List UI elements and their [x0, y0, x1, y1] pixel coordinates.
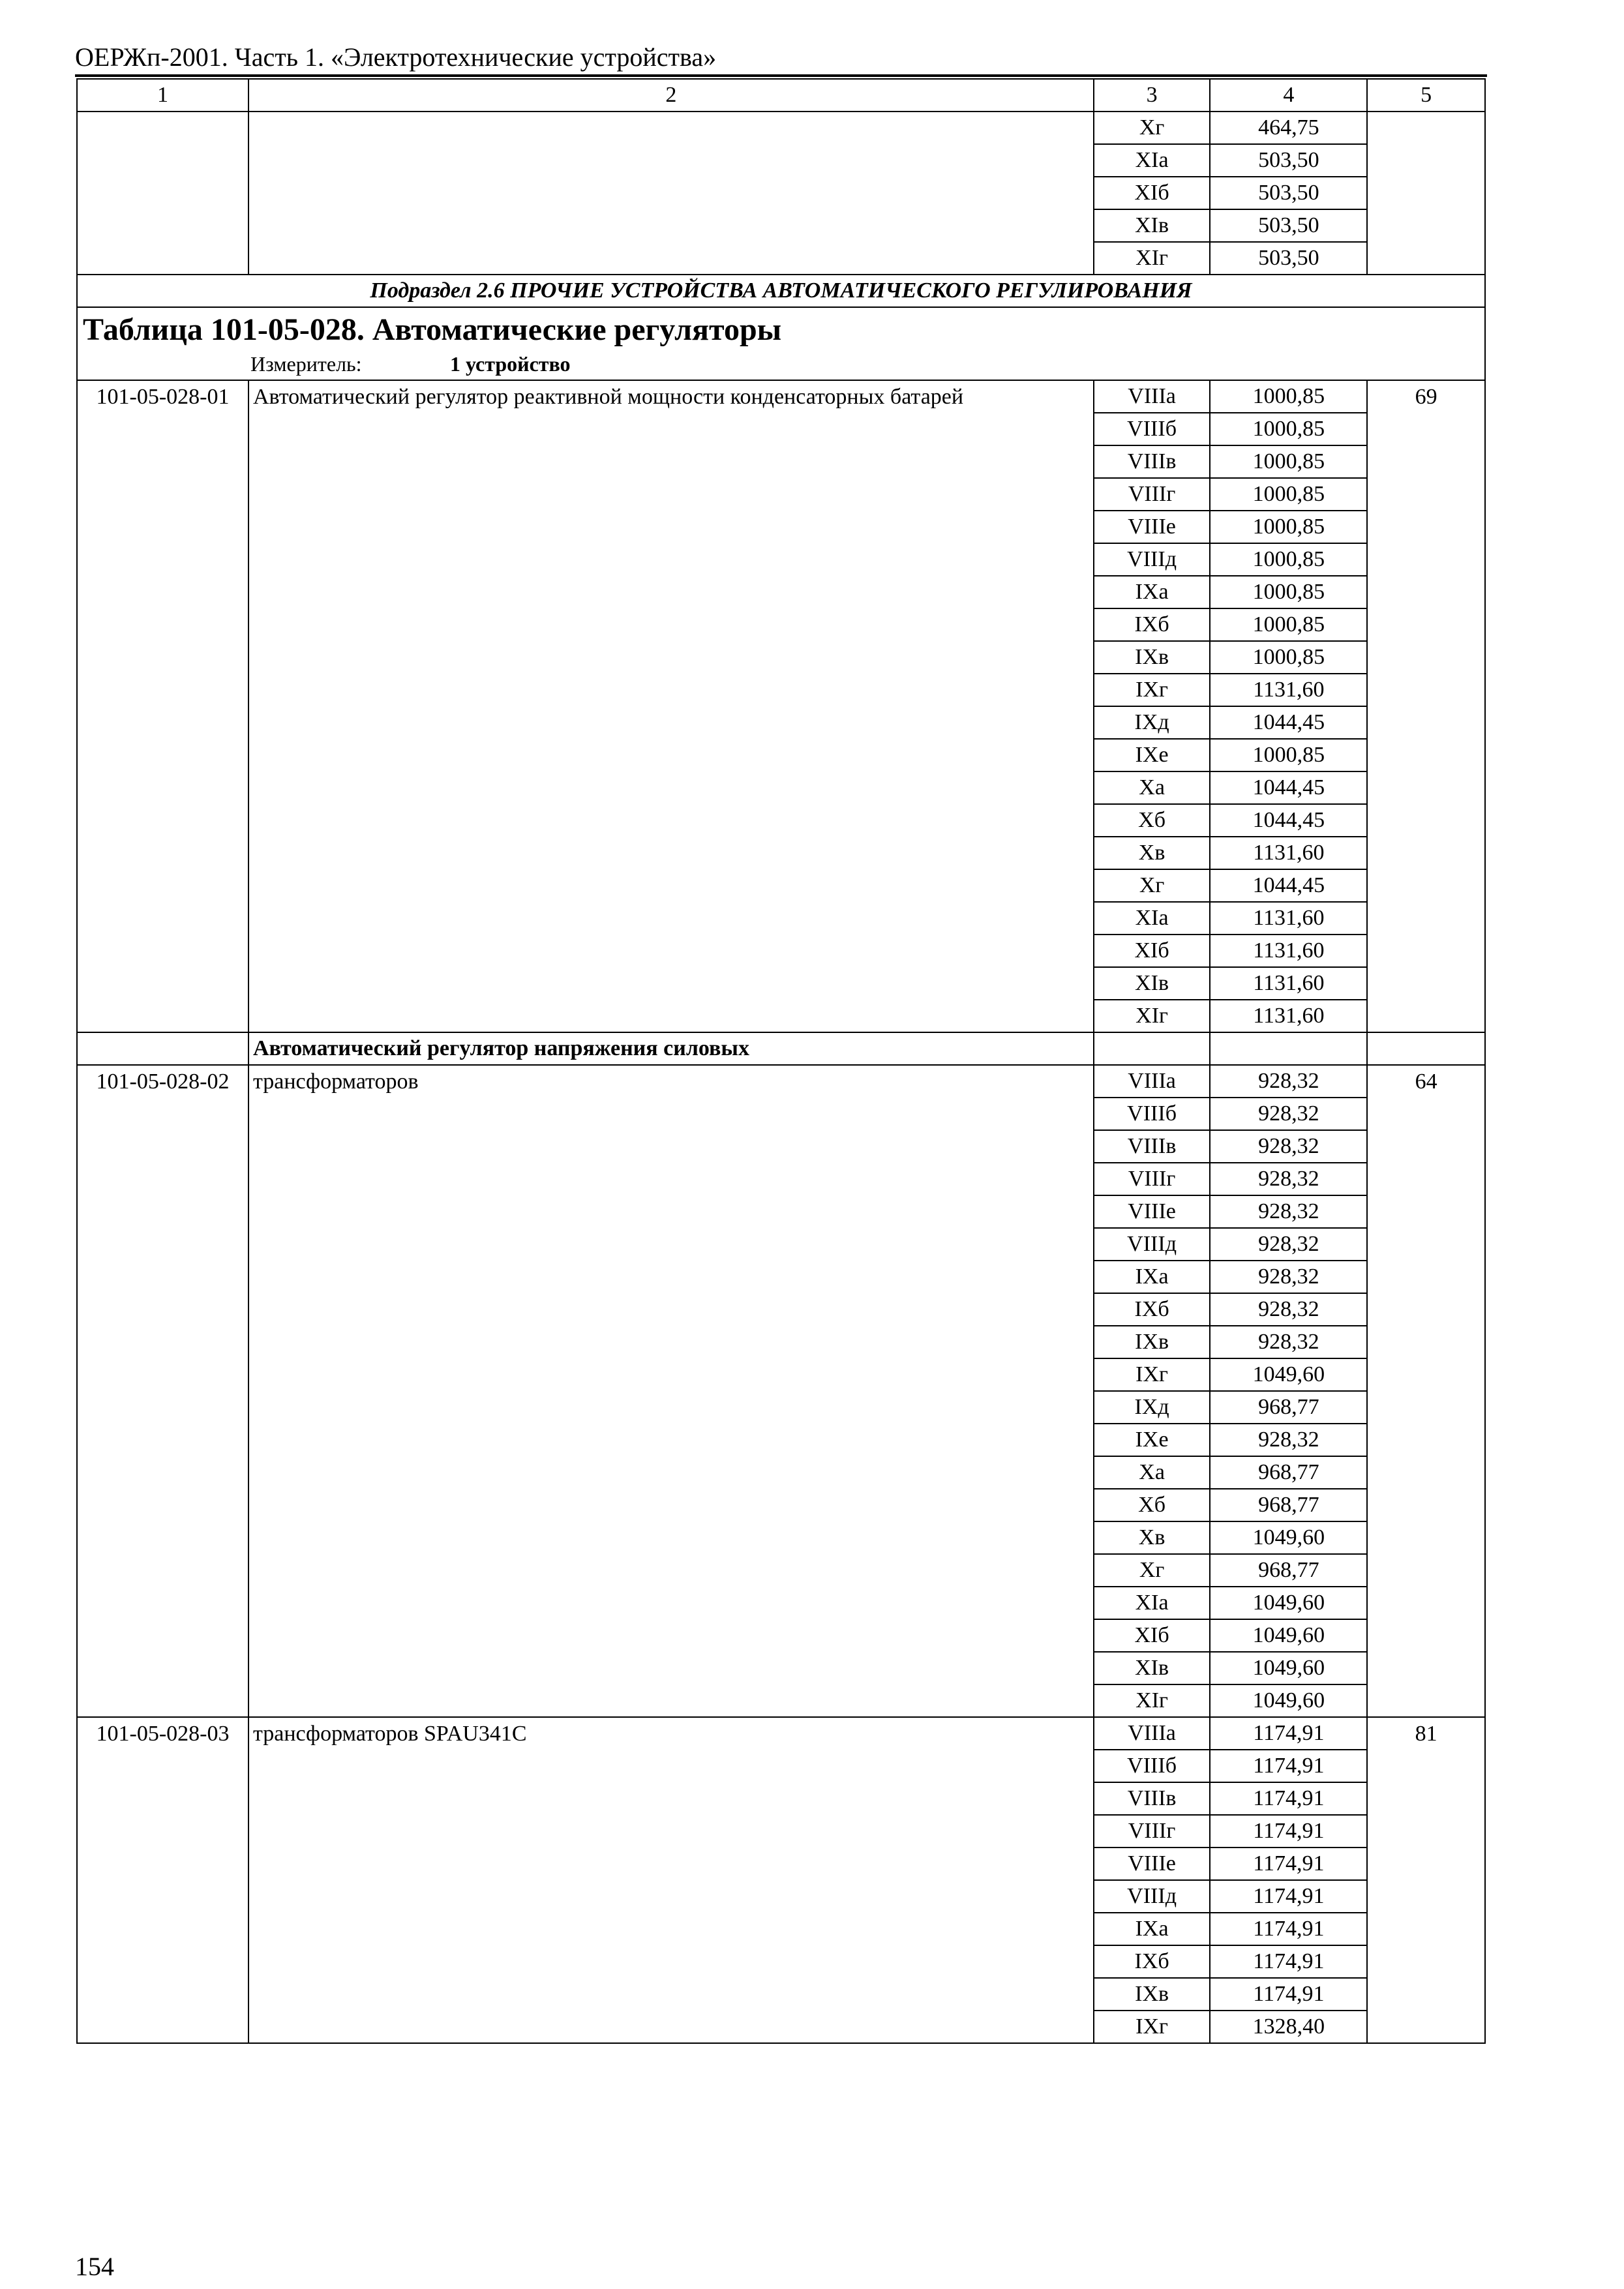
subsection-title: Подраздел 2.6 ПРОЧИЕ УСТРОЙСТВА АВТОМАТИЧЕСКОГО РЕГУЛИРОВАНИЯ [77, 275, 1485, 307]
region-cell: Xг [1094, 869, 1210, 902]
value-cell: 1049,60 [1210, 1684, 1367, 1717]
column-number: 4 [1210, 79, 1367, 112]
ref-cell [1367, 112, 1485, 275]
value-cell: 464,75 [1210, 112, 1367, 144]
item-ref: 81 [1367, 1717, 1485, 2043]
item-description: трансформаторов [248, 1065, 1094, 1717]
value-cell: 503,50 [1210, 242, 1367, 275]
table-row [77, 112, 1485, 144]
region-cell: VIIIе [1094, 1848, 1210, 1880]
value-cell: 928,32 [1210, 1098, 1367, 1130]
value-cell: 1000,85 [1210, 576, 1367, 608]
value-cell: 1049,60 [1210, 1587, 1367, 1619]
region-cell: XIб [1094, 935, 1210, 967]
region-cell: VIIIа [1094, 1717, 1210, 1750]
value-cell: 928,32 [1210, 1261, 1367, 1293]
value-cell: 968,77 [1210, 1489, 1367, 1521]
price-table [76, 78, 1486, 2044]
value-cell: 968,77 [1210, 1456, 1367, 1489]
value-cell: 1131,60 [1210, 935, 1367, 967]
value-cell: 1049,60 [1210, 1521, 1367, 1554]
value-cell [1210, 1032, 1367, 1065]
column-number: 2 [248, 79, 1094, 112]
region-cell: IXа [1094, 1261, 1210, 1293]
value-cell: 1044,45 [1210, 771, 1367, 804]
value-cell: 1174,91 [1210, 1750, 1367, 1782]
value-cell: 1174,91 [1210, 1782, 1367, 1815]
item-ref: 64 [1367, 1065, 1485, 1717]
value-cell: 1174,91 [1210, 1913, 1367, 1945]
region-cell: XIа [1094, 144, 1210, 177]
item-description: Автоматический регулятор реактивной мощности конденсаторных батарей [248, 380, 1094, 1032]
value-cell: 1174,91 [1210, 1880, 1367, 1913]
value-cell: 1131,60 [1210, 674, 1367, 706]
region-cell: VIIIе [1094, 511, 1210, 543]
value-cell: 928,32 [1210, 1293, 1367, 1326]
region-cell: IXб [1094, 1293, 1210, 1326]
region-cell: IXа [1094, 576, 1210, 608]
value-cell: 1131,60 [1210, 902, 1367, 935]
region-cell: VIIIб [1094, 1750, 1210, 1782]
table-title: Таблица 101-05-028. Автоматические регуляторы [83, 312, 782, 347]
group-heading-row [77, 1032, 1485, 1065]
region-cell: VIIIб [1094, 1098, 1210, 1130]
value-cell: 1000,85 [1210, 413, 1367, 445]
value-cell: 503,50 [1210, 177, 1367, 209]
region-cell: XIв [1094, 1652, 1210, 1684]
value-cell: 1000,85 [1210, 608, 1367, 641]
region-cell: Xг [1094, 112, 1210, 144]
region-cell: IXб [1094, 608, 1210, 641]
region-cell: IXе [1094, 739, 1210, 771]
region-cell: IXв [1094, 1978, 1210, 2011]
value-cell: 1000,85 [1210, 511, 1367, 543]
region-cell: Xв [1094, 1521, 1210, 1554]
value-cell: 928,32 [1210, 1326, 1367, 1358]
value-cell: 968,77 [1210, 1391, 1367, 1424]
measure-label: Измеритель: [250, 352, 362, 376]
group-heading: Автоматический регулятор напряжения силовых [248, 1032, 1094, 1065]
value-cell: 1044,45 [1210, 804, 1367, 837]
region-cell: IXд [1094, 706, 1210, 739]
value-cell: 1000,85 [1210, 739, 1367, 771]
value-cell: 928,32 [1210, 1163, 1367, 1195]
region-cell: XIб [1094, 1619, 1210, 1652]
region-cell: XIа [1094, 902, 1210, 935]
value-cell: 1049,60 [1210, 1652, 1367, 1684]
region-cell: VIIIг [1094, 1815, 1210, 1848]
region-cell: VIIIв [1094, 445, 1210, 478]
region-cell: VIIIб [1094, 413, 1210, 445]
region-cell: XIв [1094, 209, 1210, 242]
column-number: 3 [1094, 79, 1210, 112]
region-cell: Xб [1094, 804, 1210, 837]
region-cell: IXе [1094, 1424, 1210, 1456]
value-cell: 1049,60 [1210, 1358, 1367, 1391]
item-code: 101-05-028-03 [77, 1717, 248, 2043]
table-title-cell [77, 307, 1485, 380]
value-cell: 1000,85 [1210, 380, 1367, 413]
value-cell: 503,50 [1210, 209, 1367, 242]
region-cell: XIб [1094, 177, 1210, 209]
item-code: 101-05-028-02 [77, 1065, 248, 1717]
region-cell: IXг [1094, 2011, 1210, 2043]
table-row [77, 380, 1485, 413]
measure-value: 1 устройство [450, 352, 571, 376]
value-cell: 1044,45 [1210, 706, 1367, 739]
region-cell: VIIIд [1094, 543, 1210, 576]
region-cell [1094, 1032, 1210, 1065]
value-cell: 1174,91 [1210, 1848, 1367, 1880]
description-cell [248, 112, 1094, 275]
item-code: 101-05-028-01 [77, 380, 248, 1032]
value-cell: 1174,91 [1210, 1945, 1367, 1978]
region-cell: IXд [1094, 1391, 1210, 1424]
table-row [77, 1717, 1485, 1750]
value-cell: 1049,60 [1210, 1619, 1367, 1652]
value-cell: 1044,45 [1210, 869, 1367, 902]
item-ref: 69 [1367, 380, 1485, 1032]
region-cell: Xг [1094, 1554, 1210, 1587]
region-cell: VIIIг [1094, 478, 1210, 511]
value-cell: 1174,91 [1210, 1978, 1367, 2011]
column-number: 5 [1367, 79, 1485, 112]
region-cell: XIв [1094, 967, 1210, 1000]
measure-line [78, 348, 1484, 380]
value-cell: 1000,85 [1210, 543, 1367, 576]
region-cell: IXг [1094, 1358, 1210, 1391]
running-header: ОЕРЖп-2001. Часть 1. «Электротехнические устройства» [75, 42, 717, 72]
page-number: 154 [75, 2252, 114, 2281]
region-cell: VIIIд [1094, 1228, 1210, 1261]
region-cell: IXв [1094, 1326, 1210, 1358]
table-row [77, 1065, 1485, 1098]
region-cell: VIIIе [1094, 1195, 1210, 1228]
value-cell: 928,32 [1210, 1195, 1367, 1228]
value-cell: 1131,60 [1210, 1000, 1367, 1032]
value-cell: 1174,91 [1210, 1717, 1367, 1750]
value-cell: 1000,85 [1210, 445, 1367, 478]
value-cell: 928,32 [1210, 1228, 1367, 1261]
region-cell: VIIIв [1094, 1130, 1210, 1163]
value-cell: 1000,85 [1210, 641, 1367, 674]
value-cell: 1000,85 [1210, 478, 1367, 511]
region-cell: Xв [1094, 837, 1210, 869]
region-cell: VIIIд [1094, 1880, 1210, 1913]
value-cell: 928,32 [1210, 1065, 1367, 1098]
value-cell: 1328,40 [1210, 2011, 1367, 2043]
value-cell: 968,77 [1210, 1554, 1367, 1587]
region-cell: VIIIг [1094, 1163, 1210, 1195]
value-cell: 1131,60 [1210, 837, 1367, 869]
code-cell [77, 112, 248, 275]
header-rule [75, 74, 1487, 77]
region-cell: IXг [1094, 674, 1210, 706]
value-cell: 1131,60 [1210, 967, 1367, 1000]
region-cell: VIIIа [1094, 380, 1210, 413]
column-number: 1 [77, 79, 248, 112]
region-cell: VIIIв [1094, 1782, 1210, 1815]
region-cell: XIг [1094, 242, 1210, 275]
value-cell: 928,32 [1210, 1130, 1367, 1163]
region-cell: Xа [1094, 1456, 1210, 1489]
region-cell: XIа [1094, 1587, 1210, 1619]
region-cell: IXа [1094, 1913, 1210, 1945]
value-cell: 503,50 [1210, 144, 1367, 177]
code-cell [77, 1032, 248, 1065]
subsection-row [77, 275, 1485, 307]
region-cell: Xа [1094, 771, 1210, 804]
region-cell: IXв [1094, 641, 1210, 674]
region-cell: XIг [1094, 1684, 1210, 1717]
region-cell: VIIIа [1094, 1065, 1210, 1098]
value-cell: 1174,91 [1210, 1815, 1367, 1848]
table-title-row [77, 307, 1485, 380]
column-number-row [77, 79, 1485, 112]
ref-cell [1367, 1032, 1485, 1065]
region-cell: XIг [1094, 1000, 1210, 1032]
region-cell: Xб [1094, 1489, 1210, 1521]
region-cell: IXб [1094, 1945, 1210, 1978]
item-description: трансформаторов SPAU341C [248, 1717, 1094, 2043]
value-cell: 928,32 [1210, 1424, 1367, 1456]
